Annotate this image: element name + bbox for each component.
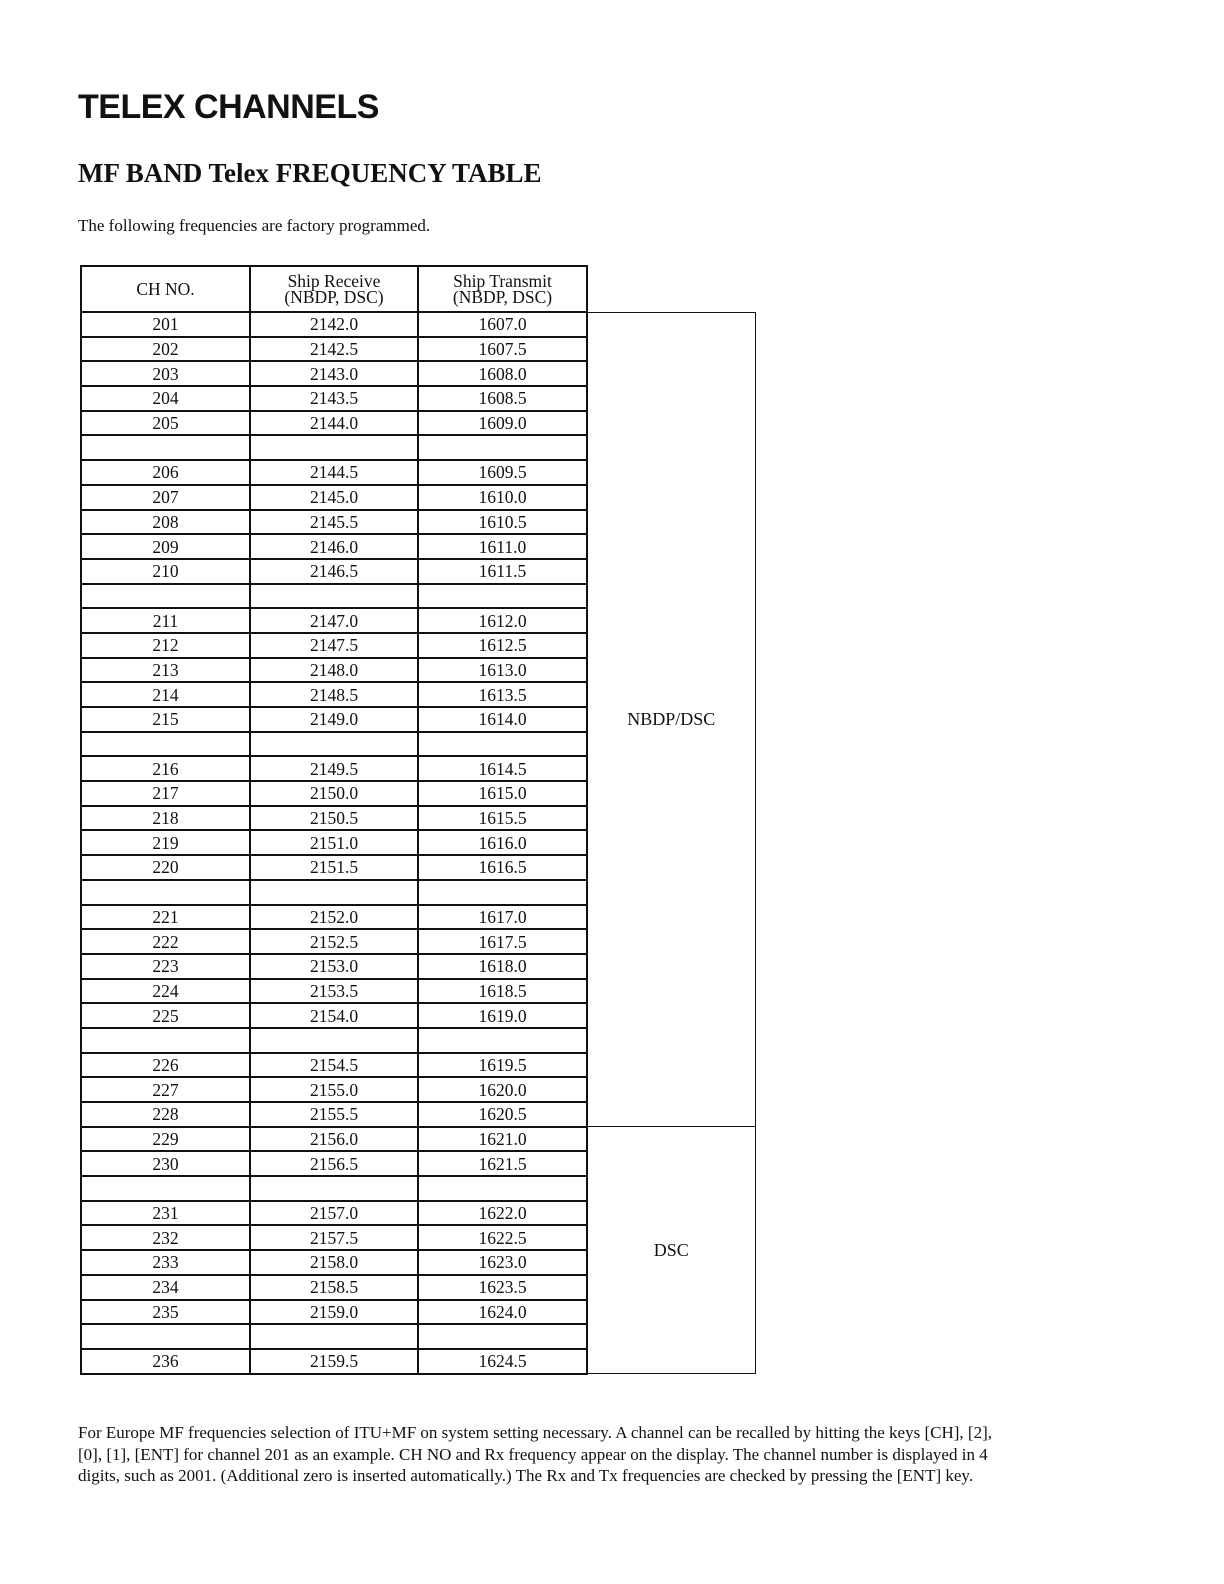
ship-transmit-cell: 1607.0 [418,312,587,337]
ship-receive-cell: 2144.0 [250,411,418,436]
ship-transmit-cell: 1621.5 [418,1151,587,1176]
ship-transmit-cell: 1619.5 [418,1053,587,1078]
group-header-blank [587,266,755,312]
ship-receive-cell: 2157.0 [250,1201,418,1226]
ship-receive-cell: 2156.0 [250,1127,418,1152]
ship-receive-cell: 2155.0 [250,1077,418,1102]
ship-transmit-cell: 1610.5 [418,510,587,535]
ship-transmit-cell: 1607.5 [418,337,587,362]
table-row [81,1127,755,1152]
ship-transmit-cell: 1617.0 [418,905,587,930]
ch-no-cell: 220 [81,855,250,880]
empty-cell [81,1028,250,1053]
ch-no-cell: 204 [81,386,250,411]
empty-cell [418,1176,587,1201]
ship-receive-cell: 2145.5 [250,510,418,535]
ship-transmit-cell: 1615.0 [418,781,587,806]
ship-receive-cell: 2143.5 [250,386,418,411]
table-body [81,312,755,1374]
ch-no-cell: 206 [81,460,250,485]
ship-transmit-cell: 1622.5 [418,1225,587,1250]
ship-receive-cell: 2153.5 [250,979,418,1004]
ship-receive-cell: 2156.5 [250,1151,418,1176]
ch-no-cell: 219 [81,830,250,855]
ship-transmit-cell: 1620.5 [418,1102,587,1127]
intro-text: The following frequencies are factory programmed. [78,216,431,235]
ch-no-cell: 232 [81,1225,250,1250]
ship-receive-header-line1: Ship Receive [287,271,381,291]
ch-no-cell: 218 [81,806,250,831]
ch-no-cell: 227 [81,1077,250,1102]
empty-cell [81,435,250,460]
ship-transmit-cell: 1612.5 [418,633,587,658]
ship-transmit-cell: 1608.5 [418,386,587,411]
ship-receive-cell: 2158.0 [250,1250,418,1275]
ch-no-cell: 223 [81,954,250,979]
ship-transmit-cell: 1613.0 [418,658,587,683]
ship-receive-cell: 2147.5 [250,633,418,658]
ship-receive-cell: 2159.5 [250,1349,418,1374]
empty-cell [250,1028,418,1053]
empty-cell [250,1176,418,1201]
ch-no-cell: 213 [81,658,250,683]
ch-no-cell: 207 [81,485,250,510]
frequency-table [80,265,756,1375]
ship-receive-header [250,266,418,312]
section-title: MF BAND Telex FREQUENCY TABLE [78,158,542,188]
ch-no-cell: 202 [81,337,250,362]
group-label-dsc: DSC [587,1127,755,1374]
empty-cell [81,584,250,609]
ch-no-header: CH NO. [81,266,250,312]
ch-no-cell: 215 [81,707,250,732]
ship-transmit-cell: 1619.0 [418,1003,587,1028]
ch-no-cell: 224 [81,979,250,1004]
ship-receive-cell: 2146.5 [250,559,418,584]
empty-cell [250,435,418,460]
empty-cell [250,1324,418,1349]
ch-no-cell: 205 [81,411,250,436]
ch-no-cell: 211 [81,608,250,633]
ship-transmit-header-line2: (NBDP, DSC) [452,287,553,307]
footnote-text: For Europe MF frequencies selection of ITU+MF on system setting necessary. A channel can be recalled by hitting the keys [CH], [2], [0], [1], [ENT] for channel 201 as an example. CH NO and Rx frequency appear on the display. The channel number is displayed in 4 digits, such as 2001. (Additional zero is inserted automatically.) The Rx and Tx frequencies are checked by pressing the [ENT] key. [78,1423,992,1485]
ship-receive-cell: 2154.5 [250,1053,418,1078]
ch-no-cell: 212 [81,633,250,658]
ch-no-cell: 235 [81,1300,250,1325]
ship-receive-cell: 2146.0 [250,534,418,559]
ch-no-cell: 226 [81,1053,250,1078]
empty-cell [81,880,250,905]
ship-receive-cell: 2145.0 [250,485,418,510]
ship-transmit-cell: 1623.0 [418,1250,587,1275]
ship-receive-cell: 2144.5 [250,460,418,485]
ship-receive-cell: 2153.0 [250,954,418,979]
ch-no-cell: 236 [81,1349,250,1374]
ch-no-cell: 216 [81,756,250,781]
ship-transmit-cell: 1621.0 [418,1127,587,1152]
ship-receive-cell: 2154.0 [250,1003,418,1028]
ship-transmit-cell: 1614.0 [418,707,587,732]
ship-transmit-cell: 1623.5 [418,1275,587,1300]
ship-transmit-cell: 1609.0 [418,411,587,436]
ship-receive-header-line2: (NBDP, DSC) [284,287,384,307]
ch-no-cell: 214 [81,682,250,707]
empty-cell [250,880,418,905]
empty-cell [418,435,587,460]
ship-transmit-cell: 1615.5 [418,806,587,831]
empty-cell [418,880,587,905]
table-row [81,312,755,337]
ch-no-cell: 231 [81,1201,250,1226]
ch-no-cell: 203 [81,361,250,386]
ship-receive-cell: 2152.0 [250,905,418,930]
ship-receive-cell: 2142.5 [250,337,418,362]
ship-receive-cell: 2157.5 [250,1225,418,1250]
empty-cell [81,732,250,757]
ship-transmit-cell: 1622.0 [418,1201,587,1226]
page-title: TELEX CHANNELS [78,88,379,126]
ch-no-cell: 210 [81,559,250,584]
ch-no-cell: 233 [81,1250,250,1275]
ship-receive-cell: 2150.0 [250,781,418,806]
ship-transmit-cell: 1614.5 [418,756,587,781]
ch-no-cell: 221 [81,905,250,930]
ship-receive-cell: 2143.0 [250,361,418,386]
ship-transmit-cell: 1618.0 [418,954,587,979]
ch-no-cell: 209 [81,534,250,559]
ch-no-cell: 222 [81,929,250,954]
ship-receive-cell: 2149.0 [250,707,418,732]
ship-transmit-header [418,266,587,312]
ship-transmit-cell: 1610.0 [418,485,587,510]
ship-transmit-cell: 1613.5 [418,682,587,707]
ship-transmit-header-line1: Ship Transmit [453,271,552,291]
ship-receive-cell: 2151.5 [250,855,418,880]
ship-receive-cell: 2152.5 [250,929,418,954]
ch-no-cell: 229 [81,1127,250,1152]
ship-receive-cell: 2155.5 [250,1102,418,1127]
ch-no-cell: 234 [81,1275,250,1300]
group-label-nbdp-dsc: NBDP/DSC [587,312,755,1127]
empty-cell [250,584,418,609]
ship-transmit-cell: 1612.0 [418,608,587,633]
ch-no-cell: 228 [81,1102,250,1127]
ship-transmit-cell: 1617.5 [418,929,587,954]
ship-transmit-cell: 1618.5 [418,979,587,1004]
ship-receive-cell: 2148.0 [250,658,418,683]
ch-no-cell: 217 [81,781,250,806]
empty-cell [81,1324,250,1349]
empty-cell [418,732,587,757]
ship-receive-cell: 2149.5 [250,756,418,781]
ship-receive-cell: 2159.0 [250,1300,418,1325]
ch-no-cell: 201 [81,312,250,337]
ship-receive-cell: 2147.0 [250,608,418,633]
ship-transmit-cell: 1611.0 [418,534,587,559]
empty-cell [250,732,418,757]
ship-transmit-cell: 1624.5 [418,1349,587,1374]
ship-transmit-cell: 1611.5 [418,559,587,584]
ship-transmit-cell: 1616.5 [418,855,587,880]
ship-transmit-cell: 1616.0 [418,830,587,855]
ch-no-cell: 225 [81,1003,250,1028]
ch-no-cell: 230 [81,1151,250,1176]
ship-receive-cell: 2150.5 [250,806,418,831]
ship-receive-cell: 2158.5 [250,1275,418,1300]
table-header-row [81,266,755,312]
ship-transmit-cell: 1609.5 [418,460,587,485]
empty-cell [418,1324,587,1349]
ship-transmit-cell: 1620.0 [418,1077,587,1102]
empty-cell [418,1028,587,1053]
empty-cell [81,1176,250,1201]
ch-no-cell: 208 [81,510,250,535]
ship-receive-cell: 2142.0 [250,312,418,337]
ship-transmit-cell: 1608.0 [418,361,587,386]
ship-receive-cell: 2151.0 [250,830,418,855]
empty-cell [418,584,587,609]
ship-receive-cell: 2148.5 [250,682,418,707]
ship-transmit-cell: 1624.0 [418,1300,587,1325]
